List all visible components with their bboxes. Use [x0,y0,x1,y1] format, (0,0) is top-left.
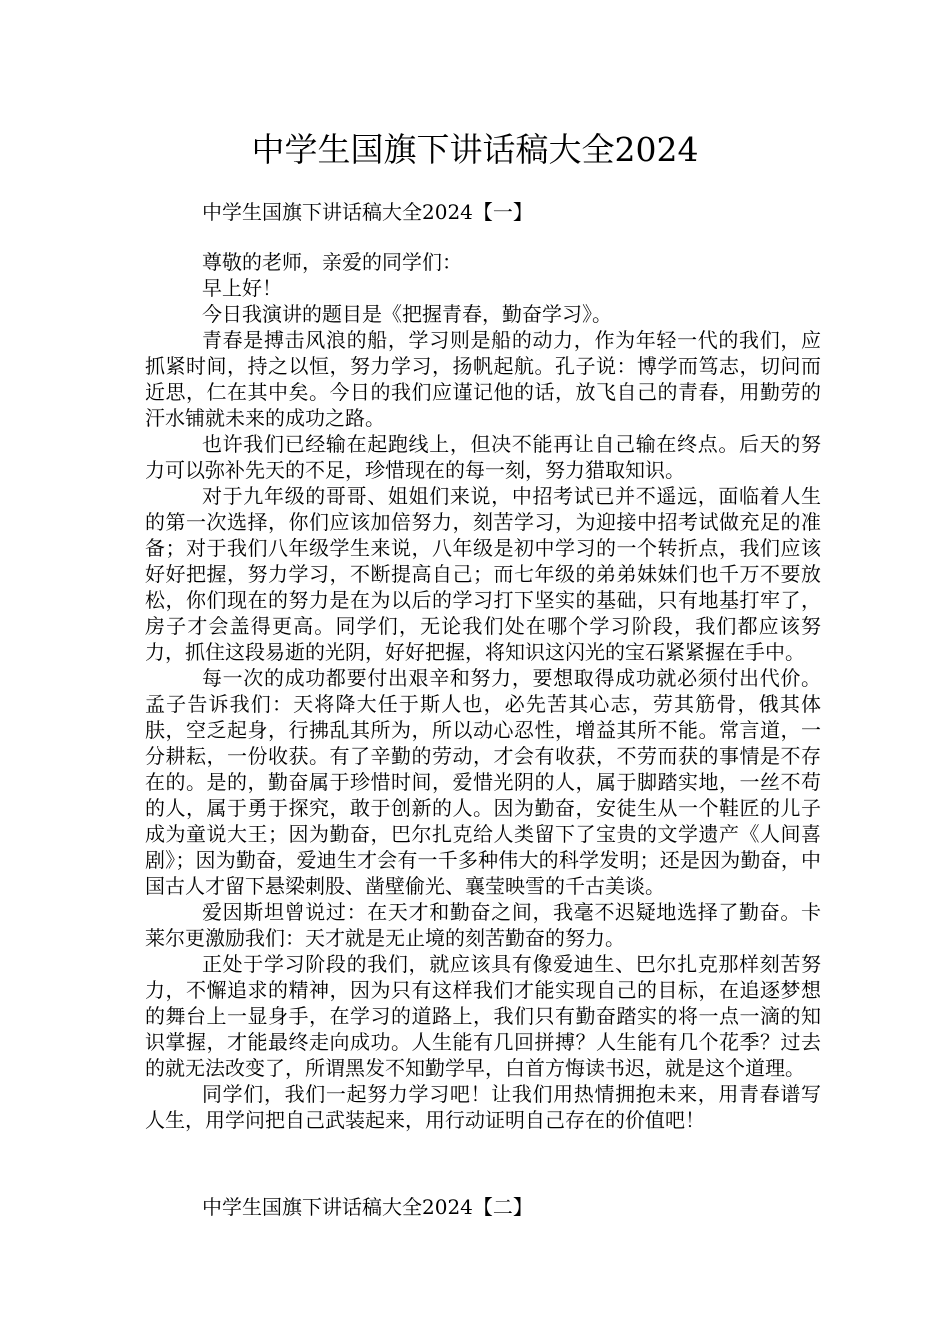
body-paragraph: 也许我们已经输在起跑线上，但决不能再让自己输在终点。后天的努力可以弥补先天的不足，珍惜现在的每一刻，努力猎取知识。 [145,432,821,482]
closing-paragraph: 同学们，我们一起努力学习吧！让我们用热情拥抱未来，用青春谱写人生，用学问把自己武装起来，用行动证明自己存在的价值吧！ [145,1082,821,1132]
document-title: 中学生国旗下讲话稿大全2024 [251,130,699,169]
section-heading-1: 中学生国旗下讲话稿大全2024【一】 [202,200,533,224]
salutation: 尊敬的老师，亲爱的同学们： [202,250,462,274]
section-heading-2: 中学生国旗下讲话稿大全2024【二】 [202,1195,533,1219]
body-paragraph: 对于九年级的哥哥、姐姐们来说，中招考试已并不遥远，面临着人生的第一次选择，你们应该加倍努力，刻苦学习，为迎接中招考试做充足的准备；对于我们八年级学生来说，八年级是初中学习的一个转折点，我们应该好好把握，努力学习，不断提高自己；而七年级的弟弟妹妹们也千万不要放松，你们现在的努力是在为以后的学习打下坚实的基础，只有地基打牢了，房子才会盖得更高。同学们，无论我们处在哪个学习阶段，我们都应该努力，抓住这段易逝的光阴，好好把握，将知识这闪光的宝石紧紧握在手中。 [145,484,821,664]
body-paragraph: 青春是搏击风浪的船，学习则是船的动力，作为年轻一代的我们，应抓紧时间，持之以恒，努力学习，扬帆起航。孔子说：博学而笃志，切问而近思，仁在其中矣。今日的我们应谨记他的话，放飞自己的青春，用勤劳的汗水铺就未来的成功之路。 [145,328,821,430]
body-paragraph: 爱因斯坦曾说过：在天才和勤奋之间，我毫不迟疑地选择了勤奋。卡莱尔更激励我们：天才就是无止境的刻苦勤奋的努力。 [145,900,821,950]
speech-topic: 今日我演讲的题目是《把握青春，勤奋学习》。 [202,302,612,326]
speech-body [145,249,821,1133]
body-paragraph: 正处于学习阶段的我们，就应该具有像爱迪生、巴尔扎克那样刻苦努力，不懈追求的精神，因为只有这样我们才能实现自己的目标，在追逐梦想的舞台上一显身手，在学习的道路上，我们只有勤奋踏实的将一点一滴的知识掌握，才能最终走向成功。人生能有几回拼搏？人生能有几个花季？过去的就无法改变了，所谓黑发不知勤学早，白首方悔读书迟，就是这个道理。 [145,952,821,1080]
greeting: 早上好！ [202,276,282,300]
body-paragraph: 每一次的成功都要付出艰辛和努力，要想取得成功就必须付出代价。孟子告诉我们：天将降大任于斯人也，必先苦其心志，劳其筋骨，俄其体肤，空乏起身，行拂乱其所为，所以动心忍性，增益其所不能。常言道，一分耕耘，一份收获。有了辛勤的劳动，才会有收获，不劳而获的事情是不存在的。是的，勤奋属于珍惜时间，爱惜光阴的人，属于脚踏实地，一丝不苟的人，属于勇于探究，敢于创新的人。因为勤奋，安徒生从一个鞋匠的儿子成为童说大王；因为勤奋，巴尔扎克给人类留下了宝贵的文学遗产《人间喜剧》；因为勤奋，爱迪生才会有一千多种伟大的科学发明；还是因为勤奋，中国古人才留下悬梁刺股、凿壁偷光、襄莹映雪的千古美谈。 [145,666,821,898]
